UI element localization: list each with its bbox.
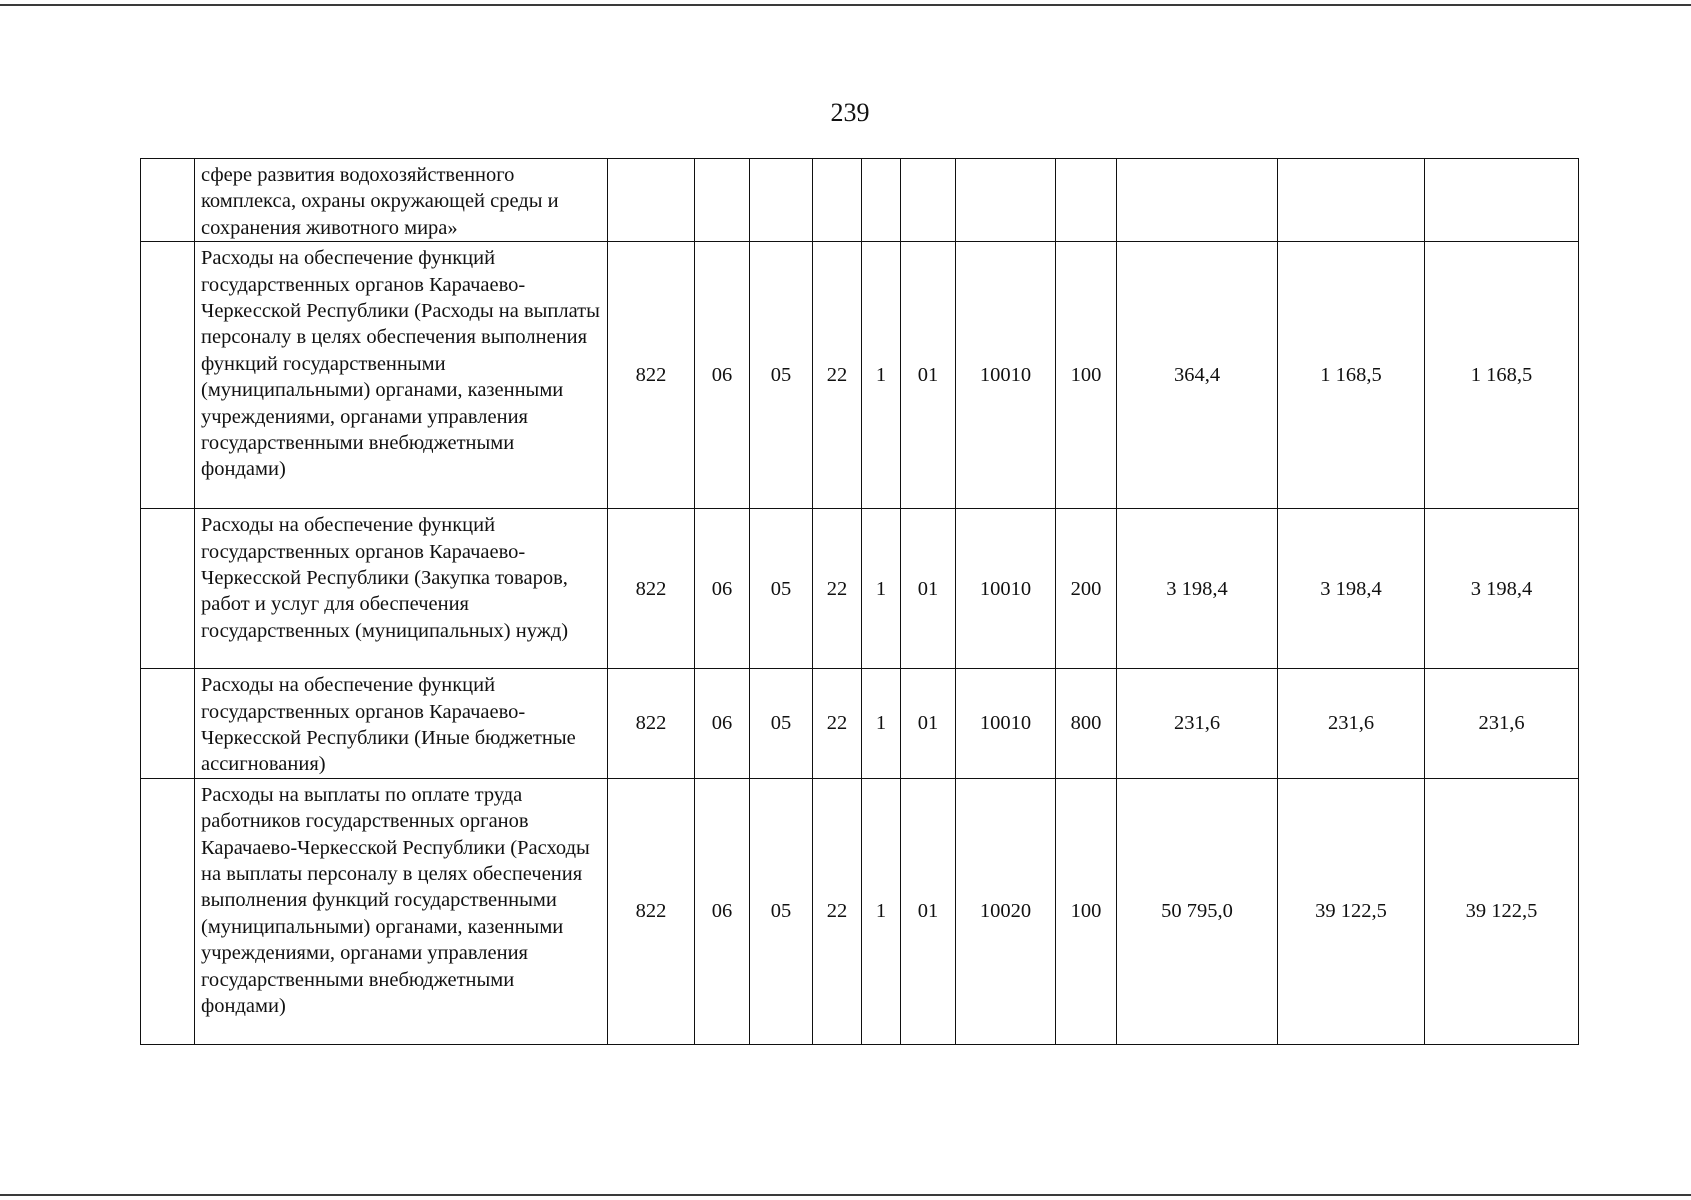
table-row — [141, 778, 1579, 1044]
amount-cell: 1 168,5 — [1425, 242, 1579, 509]
description-cell: сфере развития водохозяйственного комплекса, охраны окружающей среды и сохранения животного мира» — [195, 159, 608, 242]
code-cell: 05 — [750, 242, 813, 509]
code-cell: 1 — [862, 778, 901, 1044]
page-number: 239 — [830, 98, 870, 127]
code-cell: 06 — [695, 509, 750, 669]
description-cell: Расходы на обеспечение функций государственных органов Карачаево-Черкесской Республики (Закупка товаров, работ и услуг для обеспечения государственных (муниципальных) нужд) — [195, 509, 608, 669]
code-cell: 822 — [608, 509, 695, 669]
table-row — [141, 669, 1579, 779]
row-index-cell — [141, 242, 195, 509]
table-row — [141, 242, 1579, 509]
code-cell: 200 — [1056, 509, 1117, 669]
code-cell: 822 — [608, 669, 695, 779]
code-cell: 10010 — [956, 669, 1056, 779]
budget-table — [140, 158, 1579, 1045]
amount-cell: 39 122,5 — [1425, 778, 1579, 1044]
amount-cell: 231,6 — [1117, 669, 1278, 779]
amount-cell: 3 198,4 — [1278, 509, 1425, 669]
amount-cell: 364,4 — [1117, 242, 1278, 509]
scan-edge-bottom — [0, 1194, 1691, 1196]
code-cell: 1 — [862, 669, 901, 779]
row-index-cell — [141, 669, 195, 779]
amount-cell: 50 795,0 — [1117, 778, 1278, 1044]
code-cell — [901, 159, 956, 242]
code-cell — [813, 159, 862, 242]
code-cell: 06 — [695, 778, 750, 1044]
code-cell: 06 — [695, 669, 750, 779]
code-cell — [750, 159, 813, 242]
amount-cell: 1 168,5 — [1278, 242, 1425, 509]
scan-edge-top — [0, 4, 1691, 6]
code-cell: 01 — [901, 242, 956, 509]
amount-cell: 3 198,4 — [1425, 509, 1579, 669]
code-cell: 822 — [608, 242, 695, 509]
code-cell: 800 — [1056, 669, 1117, 779]
code-cell — [695, 159, 750, 242]
code-cell: 06 — [695, 242, 750, 509]
code-cell: 01 — [901, 778, 956, 1044]
row-index-cell — [141, 509, 195, 669]
description-cell: Расходы на обеспечение функций государственных органов Карачаево-Черкесской Республики (Иные бюджетные ассигнования) — [195, 669, 608, 779]
code-cell: 10010 — [956, 509, 1056, 669]
amount-cell — [1117, 159, 1278, 242]
amount-cell: 231,6 — [1425, 669, 1579, 779]
code-cell: 10010 — [956, 242, 1056, 509]
amount-cell — [1278, 159, 1425, 242]
code-cell: 05 — [750, 509, 813, 669]
row-index-cell — [141, 159, 195, 242]
code-cell: 22 — [813, 509, 862, 669]
code-cell: 22 — [813, 778, 862, 1044]
table-row — [141, 509, 1579, 669]
description-cell: Расходы на выплаты по оплате труда работников государственных органов Карачаево-Черкесской Республики (Расходы на выплаты персоналу в целях обеспечения выполнения функций государственными (муниципальными) органами, казенными учреждениями, органами управления государственными внебюджетными фондами) — [195, 778, 608, 1044]
row-index-cell — [141, 778, 195, 1044]
code-cell — [956, 159, 1056, 242]
code-cell: 01 — [901, 509, 956, 669]
code-cell: 05 — [750, 669, 813, 779]
table-row — [141, 159, 1579, 242]
code-cell: 1 — [862, 509, 901, 669]
code-cell — [608, 159, 695, 242]
amount-cell: 39 122,5 — [1278, 778, 1425, 1044]
code-cell: 100 — [1056, 778, 1117, 1044]
description-cell: Расходы на обеспечение функций государственных органов Карачаево-Черкесской Республики (Расходы на выплаты персоналу в целях обеспечения выполнения функций государственными (муниципальными) органами, казенными учреждениями, органами управления государственными внебюджетными фондами) — [195, 242, 608, 509]
code-cell: 1 — [862, 242, 901, 509]
code-cell: 22 — [813, 242, 862, 509]
code-cell: 05 — [750, 778, 813, 1044]
amount-cell: 3 198,4 — [1117, 509, 1278, 669]
code-cell: 22 — [813, 669, 862, 779]
code-cell — [862, 159, 901, 242]
amount-cell: 231,6 — [1278, 669, 1425, 779]
code-cell: 100 — [1056, 242, 1117, 509]
code-cell: 822 — [608, 778, 695, 1044]
code-cell: 01 — [901, 669, 956, 779]
code-cell: 10020 — [956, 778, 1056, 1044]
amount-cell — [1425, 159, 1579, 242]
code-cell — [1056, 159, 1117, 242]
